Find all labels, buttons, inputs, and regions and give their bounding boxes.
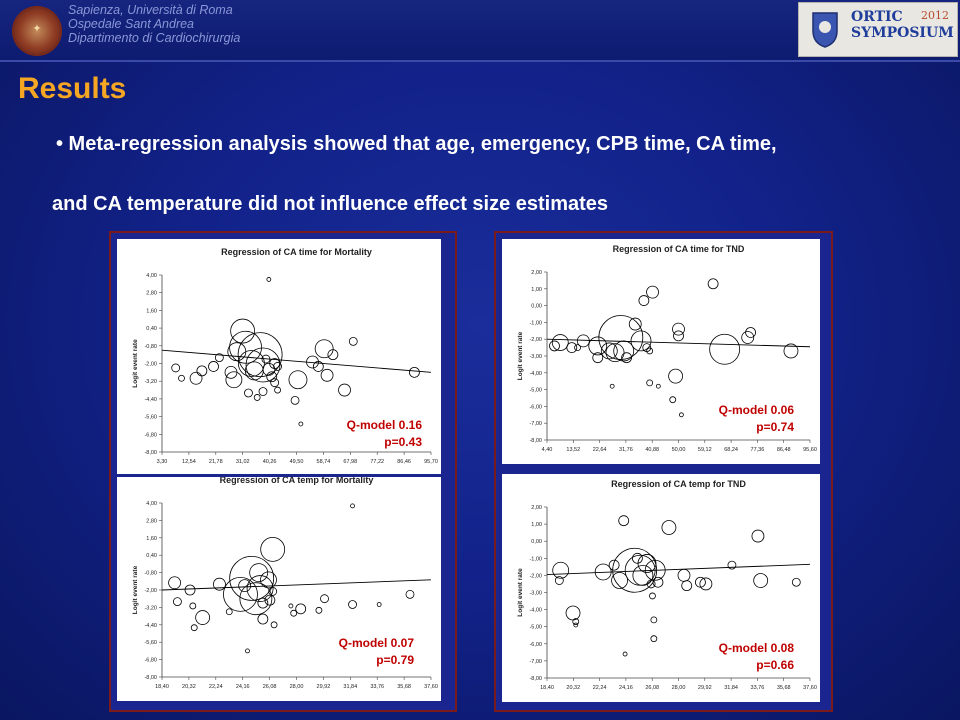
y-tick-label: -2,00 xyxy=(529,337,542,344)
study-point xyxy=(315,340,333,358)
x-tick-label: 31,02 xyxy=(235,459,250,465)
x-tick-label: 33,76 xyxy=(750,685,765,691)
p-value: p=0.66 xyxy=(756,658,794,672)
institution-line-3: Dipartimento di Cardiochirurgia xyxy=(68,31,241,45)
study-point xyxy=(321,369,333,381)
institution-line-1: Sapienza, Università di Roma xyxy=(68,3,233,17)
x-tick-label: 58,74 xyxy=(316,459,331,465)
study-point xyxy=(172,364,180,372)
qmodel-label-ca-time-tnd xyxy=(690,402,794,436)
study-point xyxy=(574,623,578,627)
study-point xyxy=(754,574,768,588)
y-tick-label: -8,00 xyxy=(144,450,157,456)
y-axis-label: Logit event rate xyxy=(132,339,139,388)
study-point xyxy=(678,569,690,581)
y-tick-label: 0,00 xyxy=(531,303,542,310)
p-value: p=0.79 xyxy=(376,653,414,667)
y-tick-label: 0,40 xyxy=(146,553,157,560)
study-point xyxy=(553,562,569,578)
p-value: p=0.43 xyxy=(384,435,422,449)
page-title: Results xyxy=(18,72,127,105)
study-point xyxy=(647,380,653,386)
study-point xyxy=(263,363,275,375)
x-tick-label: 28,00 xyxy=(671,685,686,691)
study-point xyxy=(552,335,568,351)
bullet-line-2: and CA temperature did not influence effect size estimates xyxy=(52,193,609,215)
symposium-word-1: ORTIC xyxy=(851,9,903,25)
y-tick-label: -1,00 xyxy=(529,556,542,563)
y-tick-label: 1,00 xyxy=(531,522,542,529)
study-point xyxy=(406,590,414,598)
y-axis-label: Logit event rate xyxy=(517,568,524,617)
study-point xyxy=(258,598,268,608)
y-tick-label: 2,80 xyxy=(146,290,157,297)
study-point xyxy=(700,578,712,590)
x-tick-label: 29,92 xyxy=(697,685,712,691)
y-tick-label: -7,00 xyxy=(529,658,542,665)
study-point xyxy=(261,537,285,561)
study-point xyxy=(577,335,589,347)
study-point xyxy=(656,384,660,388)
study-point xyxy=(679,413,683,417)
x-tick-label: 29,92 xyxy=(316,684,331,690)
study-point xyxy=(566,606,580,620)
study-point xyxy=(190,603,196,609)
qmodel-label-ca-temp-tnd xyxy=(690,640,794,674)
study-point xyxy=(555,577,563,585)
x-tick-label: 20,32 xyxy=(566,685,581,691)
study-point xyxy=(728,561,736,569)
regression-line xyxy=(162,350,431,372)
x-tick-label: 28,00 xyxy=(289,684,304,690)
study-point xyxy=(599,316,643,360)
study-point xyxy=(651,636,657,642)
study-point xyxy=(632,553,642,563)
study-point xyxy=(230,331,262,363)
symposium-year: 2012 xyxy=(921,9,949,22)
y-tick-label: -0,80 xyxy=(144,343,157,350)
study-point xyxy=(226,372,242,388)
study-point xyxy=(247,576,273,602)
x-tick-label: 24,16 xyxy=(619,685,633,691)
chart-title: Regression of CA temp for Mortality xyxy=(219,477,374,485)
study-point xyxy=(260,572,276,588)
symposium-word-2: SYMPOSIUM xyxy=(851,25,954,41)
study-point xyxy=(339,384,351,396)
y-tick-label: -0,80 xyxy=(144,570,157,577)
study-point xyxy=(226,609,232,615)
y-tick-label: 0,00 xyxy=(531,539,542,546)
study-point xyxy=(267,277,271,281)
study-point xyxy=(271,622,277,628)
x-tick-label: 24,16 xyxy=(235,684,250,690)
y-tick-label: -5,60 xyxy=(144,640,157,647)
x-tick-label: 35,68 xyxy=(776,685,791,691)
study-point xyxy=(633,565,653,585)
y-tick-label: 1,00 xyxy=(531,286,542,293)
study-point xyxy=(289,604,293,608)
y-tick-label: 1,60 xyxy=(146,535,157,542)
x-tick-label: 33,76 xyxy=(370,684,385,690)
study-point xyxy=(629,318,641,330)
study-point xyxy=(259,388,267,396)
qmodel-label-ca-time-mortality xyxy=(318,417,422,451)
study-point xyxy=(179,375,185,381)
y-tick-label: -4,00 xyxy=(529,370,542,377)
x-tick-label: 95,60 xyxy=(803,447,817,453)
study-point xyxy=(169,577,181,589)
study-point xyxy=(549,341,559,351)
x-tick-label: 13,52 xyxy=(566,447,581,453)
study-point xyxy=(682,581,692,591)
chart-title: Regression of CA temp for TND xyxy=(611,479,746,489)
study-point xyxy=(173,598,181,606)
study-point xyxy=(610,384,614,388)
y-tick-label: -8,00 xyxy=(529,676,542,682)
study-point xyxy=(289,371,307,389)
x-tick-label: 22,24 xyxy=(592,685,607,691)
study-point xyxy=(647,348,653,354)
x-tick-label: 22,64 xyxy=(592,447,607,453)
study-point xyxy=(258,614,268,624)
study-point xyxy=(349,337,357,345)
study-point xyxy=(316,607,322,613)
y-axis-label: Logit event rate xyxy=(132,565,139,615)
study-point xyxy=(651,617,657,623)
y-tick-label: -7,00 xyxy=(529,421,542,428)
study-point xyxy=(752,530,764,542)
x-tick-label: 18,40 xyxy=(540,685,554,691)
qmodel-value: Q-model 0.16 xyxy=(346,418,422,432)
x-tick-label: 31,84 xyxy=(343,684,358,690)
study-point xyxy=(670,397,676,403)
x-tick-label: 37,60 xyxy=(803,685,817,691)
study-point xyxy=(291,396,299,404)
study-point xyxy=(191,625,197,631)
y-tick-label: -8,00 xyxy=(529,438,542,444)
institution-line-2: Ospedale Sant Andrea xyxy=(68,17,195,31)
y-tick-label: 2,80 xyxy=(146,518,157,525)
y-tick-label: -2,00 xyxy=(144,361,157,368)
y-tick-label: -5,00 xyxy=(529,624,542,631)
study-point xyxy=(254,394,260,400)
y-tick-label: 4,00 xyxy=(146,273,157,279)
y-tick-label: 0,40 xyxy=(146,326,157,333)
x-tick-label: 12,54 xyxy=(182,459,196,465)
y-tick-label: 1,60 xyxy=(146,308,157,315)
x-tick-label: 77,22 xyxy=(370,459,385,465)
study-point xyxy=(567,343,577,353)
qmodel-label-ca-temp-mortality xyxy=(310,635,414,669)
study-point xyxy=(662,521,676,535)
crest-icon xyxy=(805,9,845,49)
y-tick-label: 2,00 xyxy=(531,505,542,511)
p-value: p=0.74 xyxy=(756,420,794,434)
x-tick-label: 68,24 xyxy=(724,447,738,453)
study-point xyxy=(639,296,649,306)
x-tick-label: 86,48 xyxy=(776,447,791,453)
y-tick-label: -4,40 xyxy=(144,396,157,403)
study-point xyxy=(649,593,655,599)
y-tick-label: -4,00 xyxy=(529,607,542,614)
x-tick-label: 40,26 xyxy=(262,459,277,465)
study-point xyxy=(246,348,280,382)
x-tick-label: 37,60 xyxy=(424,684,438,690)
y-tick-label: -3,00 xyxy=(529,354,542,360)
study-point xyxy=(299,422,303,426)
x-tick-label: 3,30 xyxy=(156,459,168,465)
x-tick-label: 67,98 xyxy=(343,459,358,465)
y-tick-label: -2,00 xyxy=(144,588,157,594)
x-tick-label: 50,00 xyxy=(671,447,686,453)
x-tick-label: 95,70 xyxy=(424,459,438,465)
x-tick-label: 20,32 xyxy=(182,684,196,690)
y-tick-label: -8,00 xyxy=(144,675,157,681)
x-tick-label: 22,24 xyxy=(208,684,223,690)
x-tick-label: 26,08 xyxy=(262,684,277,690)
x-tick-label: 26,08 xyxy=(645,685,660,691)
study-point xyxy=(245,362,263,380)
y-tick-label: -3,20 xyxy=(144,605,157,612)
x-tick-label: 35,68 xyxy=(397,684,411,690)
study-point xyxy=(231,319,255,343)
study-point xyxy=(623,652,627,656)
x-tick-label: 86,46 xyxy=(397,459,411,465)
chart-title: Regression of CA time for TND xyxy=(612,244,745,254)
x-tick-label: 21,78 xyxy=(208,459,223,465)
study-point xyxy=(209,361,219,371)
study-point xyxy=(190,372,202,384)
study-point xyxy=(213,578,225,590)
y-tick-label: -6,80 xyxy=(144,432,157,439)
x-tick-label: 40,88 xyxy=(645,447,660,453)
study-point xyxy=(710,334,740,364)
study-point xyxy=(669,369,683,383)
y-tick-label: -3,00 xyxy=(529,590,542,597)
study-point xyxy=(619,516,629,526)
qmodel-value: Q-model 0.07 xyxy=(338,636,414,650)
x-tick-label: 31,76 xyxy=(619,447,633,453)
y-tick-label: -6,00 xyxy=(529,404,542,411)
x-tick-label: 18,40 xyxy=(155,684,169,690)
study-point xyxy=(274,362,282,370)
study-point xyxy=(674,331,684,341)
study-point xyxy=(792,578,800,586)
study-point xyxy=(321,595,329,603)
qmodel-value: Q-model 0.06 xyxy=(718,403,794,417)
y-tick-label: -3,20 xyxy=(144,379,157,386)
study-point xyxy=(185,585,195,595)
y-tick-label: -4,40 xyxy=(144,622,157,629)
seal-glyph: ✦ xyxy=(32,22,42,35)
y-tick-label: 4,00 xyxy=(146,501,157,507)
study-point xyxy=(271,379,279,387)
study-point xyxy=(351,504,355,508)
qmodel-value: Q-model 0.08 xyxy=(718,641,794,655)
symposium-logo xyxy=(798,2,958,57)
study-point xyxy=(349,601,357,609)
y-tick-label: -2,00 xyxy=(529,573,542,580)
x-tick-label: 59,12 xyxy=(697,447,712,453)
study-point xyxy=(275,387,281,393)
x-tick-label: 31,84 xyxy=(724,685,738,691)
y-tick-label: -5,60 xyxy=(144,414,157,421)
study-point xyxy=(245,649,249,653)
university-seal-icon xyxy=(14,8,60,54)
x-tick-label: 77,36 xyxy=(750,447,765,453)
study-point xyxy=(196,611,210,625)
regression-line xyxy=(162,580,431,590)
study-point xyxy=(708,279,718,289)
study-point xyxy=(238,351,264,377)
y-axis-label: Logit event rate xyxy=(517,331,524,381)
x-tick-label: 49,50 xyxy=(289,459,304,465)
study-point xyxy=(296,604,306,614)
bullet-line-1: • Meta-regression analysis showed that age, emergency, CPB time, CA time, xyxy=(56,133,777,155)
y-tick-label: -1,00 xyxy=(529,320,542,327)
study-point xyxy=(197,366,207,376)
y-tick-label: -6,80 xyxy=(144,657,157,664)
header-band xyxy=(0,0,960,62)
chart-title: Regression of CA time for Mortality xyxy=(221,247,372,257)
y-tick-label: -6,00 xyxy=(529,641,542,648)
y-tick-label: 2,00 xyxy=(531,270,542,276)
study-point xyxy=(647,286,659,298)
study-point xyxy=(377,603,381,607)
x-tick-label: 4,40 xyxy=(541,447,553,453)
study-point xyxy=(631,331,651,351)
study-point xyxy=(244,389,252,397)
y-tick-label: -5,00 xyxy=(529,387,542,394)
study-point xyxy=(409,367,419,377)
